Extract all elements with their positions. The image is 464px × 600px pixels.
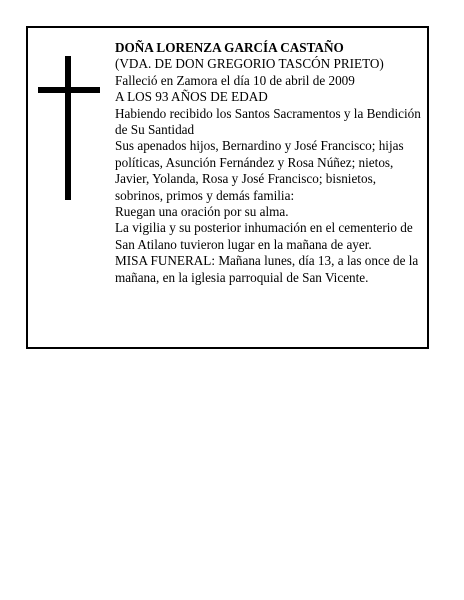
family-paragraph: Sus apenados hijos, Bernardino y José Francisco; hijas políticas, Asunción Fernández y Rosa Núñez; nietos, Javier, Yolanda, Rosa y José Francisco; bisnietos, sobrinos, primos y demás familia: [115, 138, 404, 203]
deceased-name: DOÑA LORENZA GARCÍA CASTAÑO [115, 40, 344, 55]
obituary-text [115, 40, 425, 286]
prayer-request: Ruegan una oración por su alma. [115, 204, 289, 220]
widow-of-line: (VDA. DE DON GREGORIO TASCÓN PRIETO) [115, 56, 384, 72]
cross-icon [38, 56, 100, 200]
cross-horizontal-bar [38, 87, 100, 93]
sacraments-paragraph: Habiendo recibido los Santos Sacramentos y la Bendición de Su Santidad [115, 105, 421, 138]
death-line: Falleció en Zamora el día 10 de abril de 2009 [115, 72, 355, 88]
cross-vertical-bar [65, 56, 71, 200]
obituary-notice [26, 26, 429, 349]
funeral-mass-paragraph: MISA FUNERAL: Mañana lunes, día 13, a las once de la mañana, en la iglesia parroquial de San Vicente. [115, 253, 419, 285]
vigil-paragraph: La vigilia y su posterior inhumación en el cementerio de San Atilano tuvieron lugar en la mañana de ayer. [115, 220, 413, 252]
age-line: A LOS 93 AÑOS DE EDAD [115, 89, 268, 105]
